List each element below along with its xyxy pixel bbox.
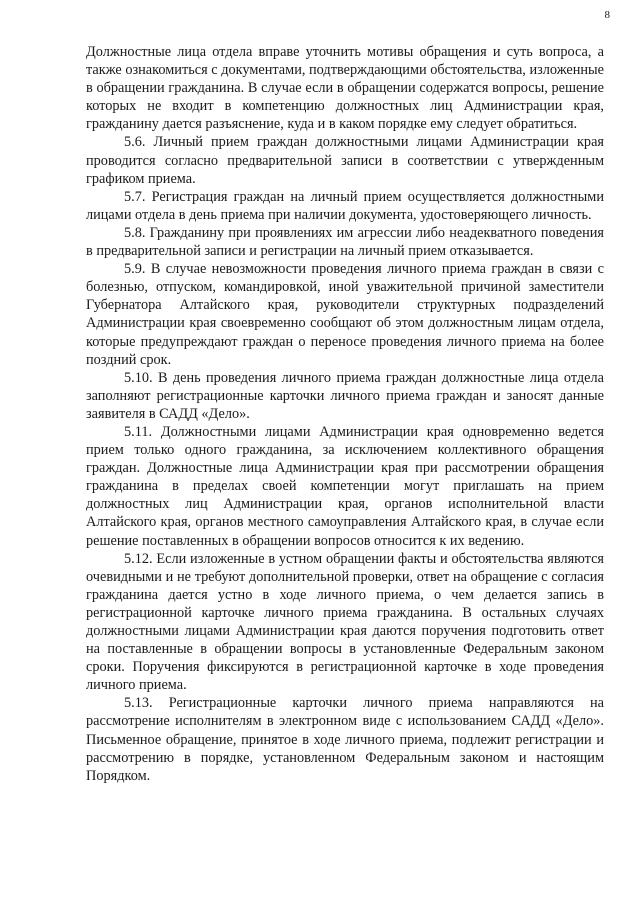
document-body <box>86 43 604 785</box>
paragraph-5-12: 5.12. Если изложенные в устном обращении факты и обстоятельства являются очевидными и не требуют дополнительной проверки, ответ на обращение с согласия гражданина дается устно в ходе личного приема, о чем делается запись в регистрационной карточке личного приема гражданина. В остальных случаях должностными лицами Администрации края даются поручения подготовить ответ на поставленные в обращении вопросы в установленные Федеральным законом сроки. Поручения фиксируются в регистрационной карточке в ходе проведения личного приема. <box>86 550 604 694</box>
paragraph-5-10: 5.10. В день проведения личного приема граждан должностные лица отдела заполняют регистрационные карточки личного приема граждан и заносят данные заявителя в САДД «Дело». <box>86 369 604 422</box>
page-number: 8 <box>604 9 610 21</box>
paragraph-5-8: 5.8. Гражданину при проявлениях им агрессии либо неадекватного поведения в предварительной записи и регистрации на личный прием отказывается. <box>86 224 604 260</box>
paragraph-intro: Должностные лица отдела вправе уточнить мотивы обращения и суть вопроса, а также ознакомиться с документами, подтверждающими обстоятельства, изложенные в обращении гражданина. В случае если в обращении содержатся вопросы, решение которых не входит в компетенцию должностных лиц Администрации края, гражданину дается разъяснение, куда и в каком порядке ему следует обратиться. <box>86 44 604 133</box>
paragraph-5-7: 5.7. Регистрация граждан на личный прием осуществляется должностными лицами отдела в день приема при наличии документа, удостоверяющего личность. <box>86 188 604 223</box>
paragraph-5-9: 5.9. В случае невозможности проведения личного приема граждан в связи с болезнью, отпуском, командировкой, иной уважительной причиной заместители Губернатора Алтайского края, руководители структурных подразделений Администрации края своевременно сообщают об этом должностным лицам отдела, которые предупреждают граждан о переносе проведения личного приема на более поздний срок. <box>86 261 604 368</box>
paragraph-5-6: 5.6. Личный прием граждан должностными лицами Администрации края проводится согласно предварительной записи в соответствии с утвержденным графиком приема. <box>86 134 604 187</box>
paragraph-5-11: 5.11. Должностными лицами Администрации края одновременно ведется прием только одного гражданина, за исключением коллективного обращения граждан. Должностные лица Администрации края при рассмотрении обращения гражданина в пределах своей компетенции могут приглашать на прием должностных лиц Администрации края, органов исполнительной власти Алтайского края, органов местного самоуправления Алтайского края, в случае если решение поставленных в обращении вопросов относится к их ведению. <box>86 423 604 549</box>
paragraph-5-13: 5.13. Регистрационные карточки личного приема направляются на рассмотрение исполнителям в электронном виде с использованием САДД «Дело». Письменное обращение, принятое в ходе личного приема, подлежит регистрации и рассмотрению в порядке, установленном Федеральным законом и настоящим Порядком. <box>86 695 604 784</box>
